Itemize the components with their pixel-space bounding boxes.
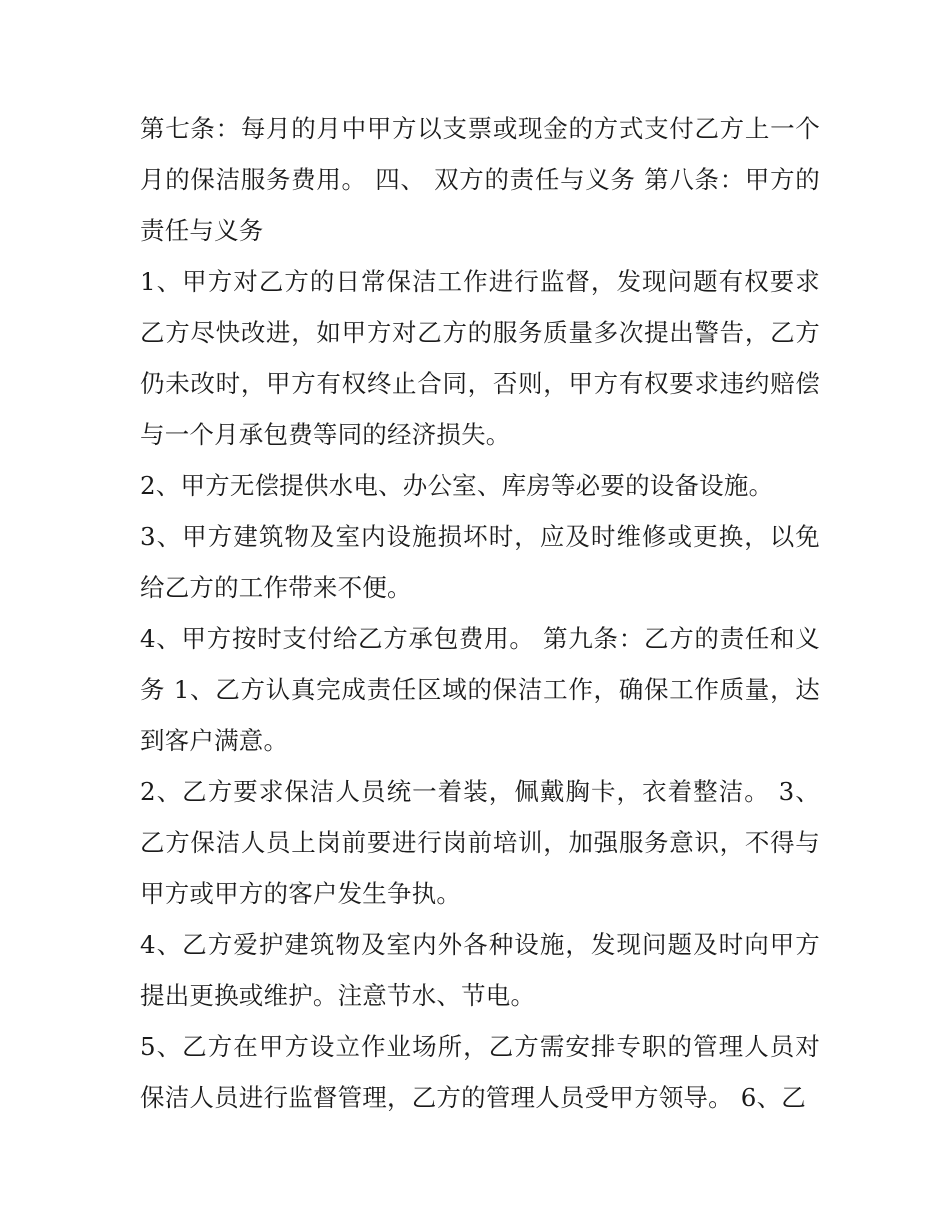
paragraph-article-7: 第七条：每月的月中甲方以支票或现金的方式支付乙方上一个月的保洁服务费用。 四、 双方的责任与义务 第八条：甲方的责任与义务 — [140, 114, 820, 245]
paragraph-party-a-duty-4: 4、甲方按时支付给乙方承包费用。 第九条：乙方的责任和义务 1、乙方认真完成责任区域的保洁工作，确保工作质量，达到客户满意。 — [140, 624, 820, 755]
paragraph-party-b-duty-2: 2、乙方要求保洁人员统一着装，佩戴胸卡，衣着整洁。 3、乙方保洁人员上岗前要进行岗前培训，加强服务意识，不得与甲方或甲方的客户发生争执。 — [140, 777, 820, 908]
paragraph-party-a-duty-1: 1、甲方对乙方的日常保洁工作进行监督，发现问题有权要求乙方尽快改进，如甲方对乙方的服务质量多次提出警告，乙方仍未改时，甲方有权终止合同，否则，甲方有权要求违约赔偿与一个月承包费等同的经济损失。 — [140, 267, 820, 449]
paragraph-party-a-duty-2: 2、甲方无偿提供水电、办公室、库房等必要的设备设施。 — [140, 471, 774, 500]
paragraph-party-a-duty-3: 3、甲方建筑物及室内设施损坏时，应及时维修或更换，以免给乙方的工作带来不便。 — [140, 522, 820, 602]
paragraph-party-b-duty-5: 5、乙方在甲方设立作业场所，乙方需安排专职的管理人员对保洁人员进行监督管理，乙方的管理人员受甲方领导。 6、乙 — [140, 1032, 820, 1112]
paragraph-party-b-duty-4: 4、乙方爱护建筑物及室内外各种设施，发现问题及时向甲方提出更换或维护。注意节水、节电。 — [140, 930, 820, 1010]
document-body — [140, 103, 820, 1123]
